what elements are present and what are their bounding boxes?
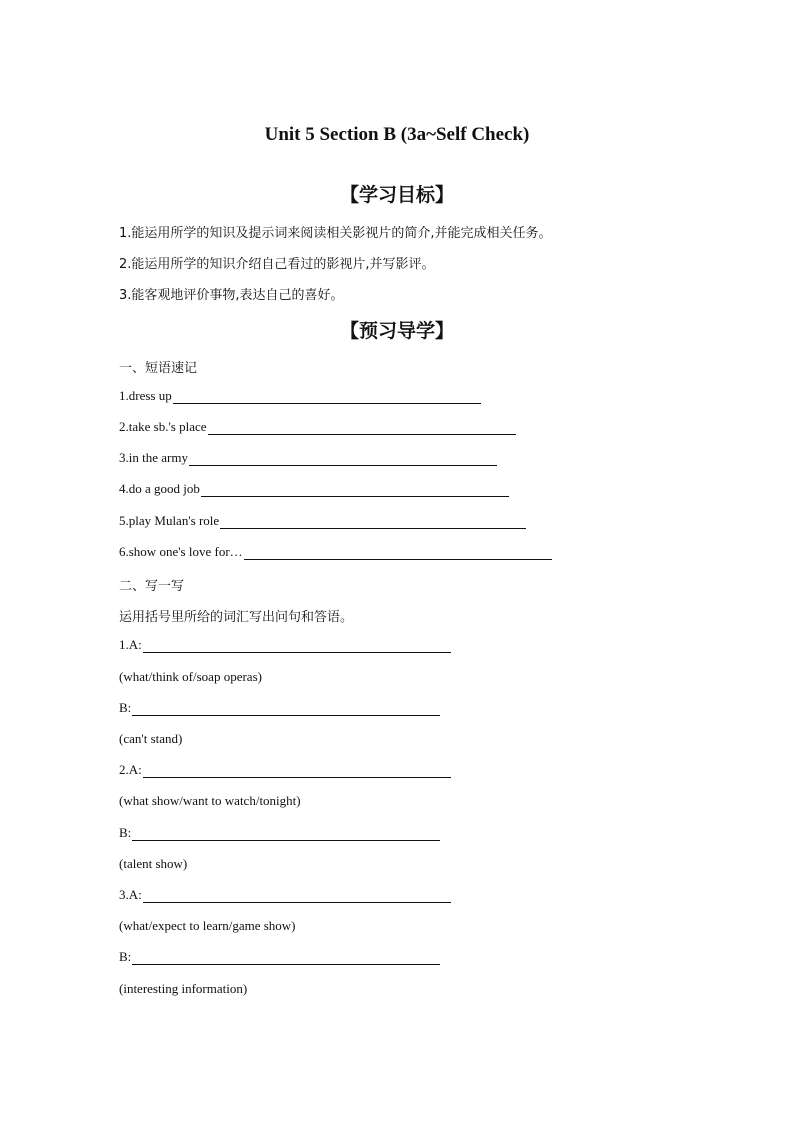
phrase-text: 4.do a good job — [119, 481, 200, 496]
answer-blank[interactable] — [189, 451, 497, 466]
phrase-text: 3.in the army — [119, 450, 188, 465]
answer-blank[interactable] — [132, 826, 440, 841]
answer-blank[interactable] — [244, 545, 552, 560]
hint-text: (can't stand) — [119, 731, 183, 746]
hint-text: (what/expect to learn/game show) — [119, 918, 296, 933]
hint-text: (what show/want to watch/tonight) — [119, 793, 301, 808]
page-title: Unit 5 Section B (3a~Self Check) — [264, 124, 530, 145]
answer-blank[interactable] — [132, 950, 440, 965]
hint-text: (what/think of/soap operas) — [119, 669, 262, 684]
speaker-label: B: — [119, 700, 132, 715]
phrase-row — [119, 450, 497, 466]
answer-blank[interactable] — [220, 514, 526, 529]
phrase-text: 6.show one's love for… — [119, 544, 243, 559]
speaker-label: B: — [119, 825, 132, 840]
section-heading-goals: 【学习目标】 — [339, 184, 454, 206]
part2-instruction: 运用括号里所给的词汇写出问句和答语。 — [119, 610, 354, 625]
speaker-label: B: — [119, 949, 132, 964]
answer-blank[interactable] — [143, 888, 451, 903]
hint-text: (interesting information) — [119, 981, 248, 996]
speaker-label: 1.A: — [119, 637, 142, 652]
phrase-row — [119, 544, 552, 560]
part1-heading: 一、短语速记 — [119, 361, 198, 376]
phrase-text: 1.dress up — [119, 388, 172, 403]
question-a-row — [119, 637, 451, 653]
answer-blank[interactable] — [143, 763, 451, 778]
goal-item-1: 1.能运用所学的知识及提示词来阅读相关影视片的简介,并能完成相关任务。 — [119, 226, 552, 241]
question-a-row — [119, 762, 451, 778]
answer-blank[interactable] — [201, 482, 509, 497]
answer-blank[interactable] — [132, 701, 440, 716]
phrase-text: 5.play Mulan's role — [119, 513, 220, 528]
goal-item-3: 3.能客观地评价事物,表达自己的喜好。 — [119, 288, 344, 303]
answer-b-row — [119, 825, 440, 841]
phrase-text: 2.take sb.'s place — [119, 419, 207, 434]
section-heading-preview: 【预习导学】 — [339, 320, 454, 342]
phrase-row — [119, 388, 481, 404]
phrase-row — [119, 419, 516, 435]
answer-blank[interactable] — [208, 420, 516, 435]
phrase-row — [119, 481, 509, 497]
speaker-label: 3.A: — [119, 887, 142, 902]
part2-heading: 二、写一写 — [119, 579, 185, 594]
hint-text: (talent show) — [119, 856, 188, 871]
answer-b-row — [119, 700, 440, 716]
answer-blank[interactable] — [173, 389, 481, 404]
question-a-row — [119, 887, 451, 903]
phrase-row — [119, 513, 526, 529]
speaker-label: 2.A: — [119, 762, 142, 777]
goal-item-2: 2.能运用所学的知识介绍自己看过的影视片,并写影评。 — [119, 257, 435, 272]
answer-b-row — [119, 949, 440, 965]
answer-blank[interactable] — [143, 638, 451, 653]
